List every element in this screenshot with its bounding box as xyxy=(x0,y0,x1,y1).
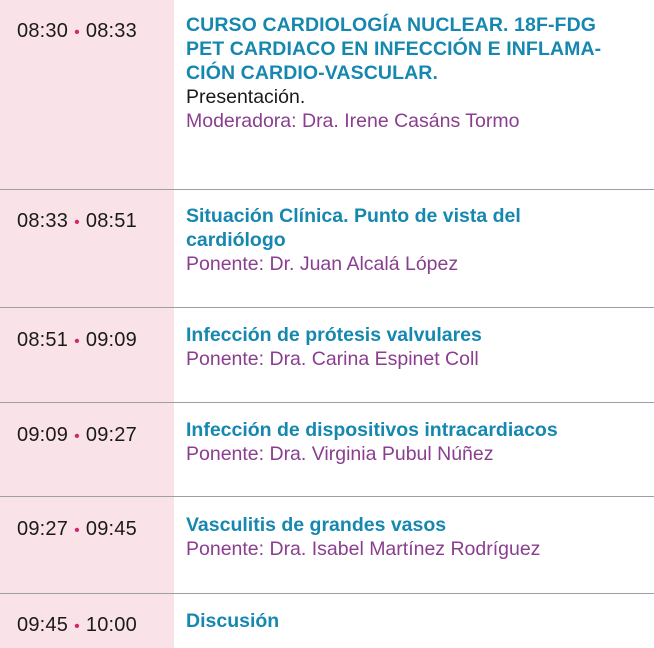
end-time: 09:09 xyxy=(85,329,137,351)
time-cell xyxy=(0,403,174,496)
moderator-label: Moderadora: Dra. Irene Casáns Tormo xyxy=(186,110,520,132)
session-title xyxy=(186,323,646,347)
start-time: 09:27 xyxy=(17,518,69,540)
content-cell xyxy=(174,190,654,307)
time-separator-dot: • xyxy=(74,24,80,41)
title-line: Vasculitis de grandes vasos xyxy=(186,514,447,536)
end-time: 09:27 xyxy=(85,424,137,446)
end-time: 09:45 xyxy=(85,518,137,540)
end-time: 10:00 xyxy=(85,614,137,636)
time-cell xyxy=(0,594,174,648)
title-line: PET CARDIACO EN INFECCIÓN E INFLAMA- xyxy=(186,38,602,60)
session-title xyxy=(186,418,646,442)
content-cell xyxy=(174,497,654,593)
end-time: 08:33 xyxy=(85,20,137,42)
start-time: 08:51 xyxy=(17,329,69,351)
schedule-row xyxy=(0,308,654,403)
session-title xyxy=(186,13,646,85)
time-cell xyxy=(0,497,174,593)
content-cell xyxy=(174,308,654,402)
content-cell xyxy=(174,0,654,189)
title-line: CIÓN CARDIO-VASCULAR. xyxy=(186,62,438,84)
time-separator-dot: • xyxy=(74,428,80,445)
title-line: cardiólogo xyxy=(186,229,286,251)
start-time: 09:45 xyxy=(17,614,69,636)
title-line: Situación Clínica. Punto de vista del xyxy=(186,205,521,227)
time-cell xyxy=(0,308,174,402)
session-title xyxy=(186,609,646,633)
session-title xyxy=(186,513,646,537)
schedule-row xyxy=(0,497,654,594)
speaker-label: Ponente: Dra. Isabel Martínez Rodríguez xyxy=(186,538,541,560)
title-line: Infección de prótesis valvulares xyxy=(186,324,482,346)
time-cell xyxy=(0,190,174,307)
content-cell xyxy=(174,403,654,496)
title-line: Discusión xyxy=(186,610,280,632)
start-time: 08:33 xyxy=(17,210,69,232)
time-separator-dot: • xyxy=(74,522,80,539)
time-separator-dot: • xyxy=(74,618,80,635)
start-time: 09:09 xyxy=(17,424,69,446)
end-time: 08:51 xyxy=(85,210,137,232)
time-separator-dot: • xyxy=(74,214,80,231)
content-cell xyxy=(174,594,654,648)
speaker-label: Ponente: Dra. Virginia Pubul Núñez xyxy=(186,443,494,465)
schedule-row xyxy=(0,0,654,190)
start-time: 08:30 xyxy=(17,20,69,42)
time-cell xyxy=(0,0,174,189)
schedule-row xyxy=(0,190,654,308)
schedule-row xyxy=(0,403,654,497)
speaker-label: Ponente: Dr. Juan Alcalá López xyxy=(186,253,459,275)
title-line: CURSO CARDIOLOGÍA NUCLEAR. 18F-FDG xyxy=(186,14,597,36)
schedule-row xyxy=(0,594,654,648)
speaker-label: Ponente: Dra. Carina Espinet Coll xyxy=(186,348,479,370)
session-title xyxy=(186,204,646,252)
title-line: Infección de dispositivos intracardiacos xyxy=(186,419,558,441)
session-subtitle: Presentación. xyxy=(186,86,306,108)
time-separator-dot: • xyxy=(74,333,80,350)
